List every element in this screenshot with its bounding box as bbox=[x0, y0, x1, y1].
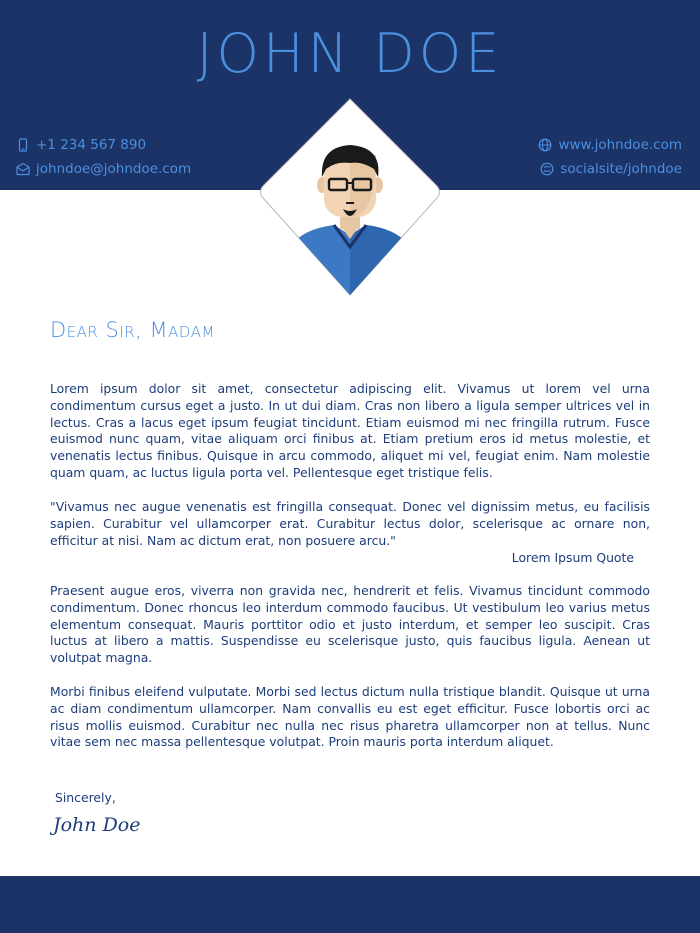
letter-paragraph-3: Morbi finibus eleifend vulputate. Morbi sed lectus dictum nulla tristique blandit. Quisque ut urna ac diam condimentum ullamcorper. Nam convallis eu est eget efficitur. Fusce lobortis orci ac risus mollis euismod. Curabitur nec nulla nec risus pharetra ullamcorper non at tellus. Nunc vitae sem nec massa pellentesque volutpat. Proin mauris porta interdum aliquet. bbox=[50, 684, 650, 750]
contact-phone[interactable] bbox=[16, 137, 146, 153]
closing: Sincerely, bbox=[55, 790, 116, 805]
footer-band bbox=[0, 876, 700, 933]
email-text: johndoe@johndoe.com bbox=[36, 161, 192, 177]
profile-photo-frame bbox=[250, 97, 450, 297]
social-text: socialsite/johndoe bbox=[560, 161, 682, 177]
contact-website[interactable] bbox=[538, 137, 682, 153]
phone-text: +1 234 567 890 bbox=[36, 137, 147, 153]
contact-email[interactable] bbox=[16, 161, 191, 177]
letter-paragraph-2: Praesent augue eros, viverra non gravida nec, hendrerit et felis. Vivamus tincidunt commodo condimentum. Donec rhoncus leo interdum commodo faucibus. Ut vestibulum leo varius metus elementum consequat. Mauris porttitor odio et justo interdum, et semper leo suscipit. Cras luctus at libero a mattis. Suspendisse eu scelerisque justo, quis faucibus ligula. Aenean ut volutpat magna. bbox=[50, 583, 650, 666]
letter-paragraph-1: Lorem ipsum dolor sit amet, consectetur adipiscing elit. Vivamus ut lorem vel urna condimentum cursus eget a justo. In ut dui diam. Cras non libero a ligula semper ultrices vel in lectus. Cras a lacus eget ipsum feugiat tincidunt. Etiam euismod mi nec fringilla rutrum. Fusce euismod nunc quam, vitae aliquam orci finibus at. Etiam pretium eros id metus molestie, et venenatis lectus finibus. Quisque in arcu commodo, aliquet mi vel, feugiat enim. Nam molestie quam quam, ac luctus ligula porta vel. Pellentesque eget tristique felis. bbox=[50, 381, 650, 480]
website-text: www.johndoe.com bbox=[558, 137, 682, 153]
applicant-name: JOHN DOE bbox=[196, 22, 504, 85]
quote-source: Lorem Ipsum Quote bbox=[511, 550, 634, 565]
signature: John Doe bbox=[53, 814, 141, 836]
contact-social[interactable] bbox=[540, 161, 682, 177]
phone-icon bbox=[16, 138, 30, 152]
at-sign-icon bbox=[540, 162, 554, 176]
letter-quote: "Vivamus nec augue venenatis est fringilla consequat. Donec vel dignissim metus, eu facilisis sapien. Curabitur vel ullamcorper erat. Curabitur lectus dolor, scelerisque ac ornare non, efficitur at nisi. Nam ac dictum erat, non posuere arcu." bbox=[50, 499, 650, 548]
mail-icon bbox=[16, 162, 30, 176]
salutation: Dear Sir, Madam bbox=[50, 318, 215, 342]
globe-icon bbox=[538, 138, 552, 152]
